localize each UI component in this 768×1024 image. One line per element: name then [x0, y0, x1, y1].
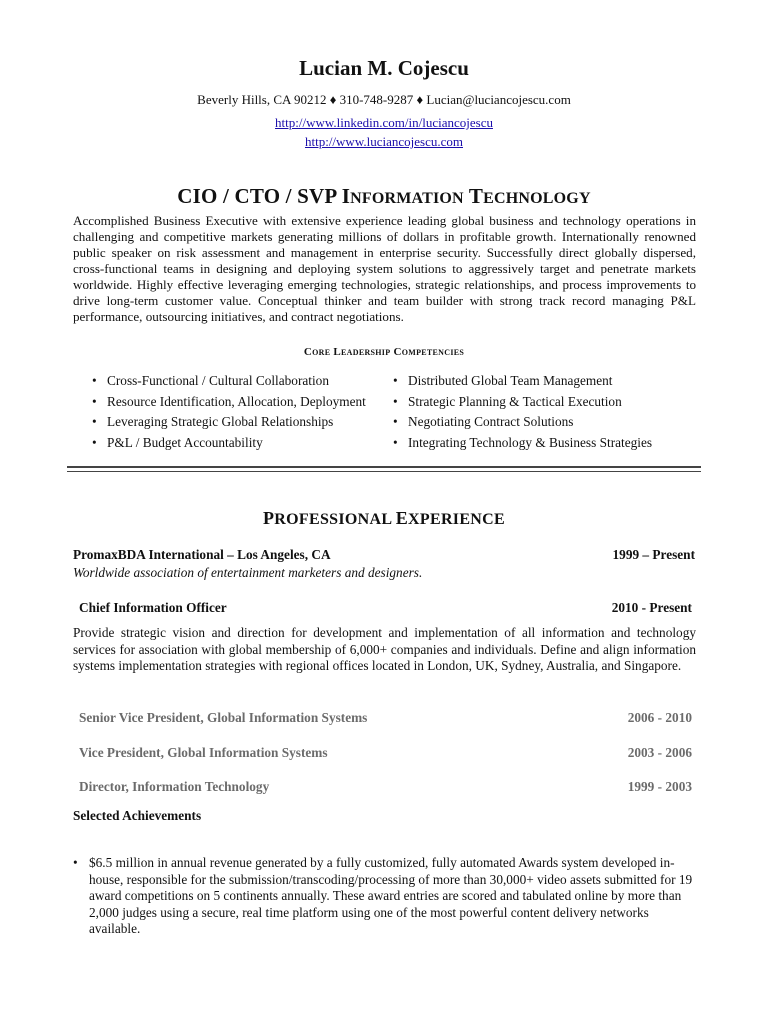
employer-dates: 1999 – Present [612, 547, 695, 562]
headline-cap-i: I [341, 184, 351, 208]
prior-role-dates: 1999 - 2003 [627, 779, 692, 794]
role-title: Chief Information Officer [79, 600, 227, 615]
website-link[interactable]: http://www.luciancojescu.com [304, 134, 463, 149]
section-divider-thick [67, 466, 701, 468]
competencies-left-list [92, 371, 366, 454]
achievements-list [73, 855, 696, 938]
competency-item: • Leveraging Strategic Global Relationships [92, 412, 366, 433]
resume-name: Lucian M. Cojescu [299, 56, 469, 80]
prior-role-title: Director, Information Technology [79, 779, 270, 794]
headline-cap-t: T [468, 184, 484, 208]
prior-role-dates: 2006 - 2010 [627, 710, 692, 725]
section-divider-thin [67, 471, 701, 472]
employer-name: PromaxBDA International – Los Angeles, CA [73, 547, 331, 562]
competencies-right-list [393, 371, 652, 454]
competency-item: • Cross-Functional / Cultural Collaboration [92, 371, 366, 392]
competency-item: • Distributed Global Team Management [393, 371, 652, 392]
achievements-title: Selected Achievements [73, 808, 202, 823]
headline-information: NFORMATION [350, 190, 464, 207]
prior-role-dates: 2003 - 2006 [627, 745, 692, 760]
competency-item: • P&L / Budget Accountability [92, 433, 366, 454]
prior-role-title: Vice President, Global Information Systems [79, 745, 328, 760]
role-dates: 2010 - Present [611, 600, 692, 615]
linkedin-link[interactable]: http://www.linkedin.com/in/luciancojescu [275, 115, 493, 130]
headline-part: CIO / CTO / SVP [177, 184, 342, 208]
competencies-title: Core Leadership Competencies [303, 346, 465, 358]
summary-paragraph: Accomplished Business Executive with extensive experience leading global business and technology operations in challenging and competitive markets generating millions of dollars in profitable growth. Internationally renowned public speaker on risk assessment and management in enterprise security. Successfully direct globally dispersed, cross-functional teams in designing and deploying system solutions to aggressively target and penetrate markets worldwide. Highly effective leveraging emerging technologies, strategic relationships, and process improvements to drive long-term customer value. Conceptual thinker and team builder with strong track record managing P&L performance, outsourcing initiatives, and contract negotiations. [73, 213, 696, 324]
headline [0, 184, 768, 209]
prior-role-title: Senior Vice President, Global Information Systems [79, 710, 368, 725]
competency-item: • Resource Identification, Allocation, Deployment [92, 392, 366, 413]
contact-line: Beverly Hills, CA 90212 ♦ 310-748-9287 ♦ Lucian@luciancojescu.com [197, 92, 571, 107]
employer-description: Worldwide association of entertainment marketers and designers. [73, 565, 423, 580]
achievement-item: • $6.5 million in annual revenue generated by a fully customized, fully automated Awards system developed in-house, responsible for the submission/transcoding/processing of more than 30,000+ video assets submitted for 19 award competitions on 5 continents annually. These award entries are scored and tabulated online by more than 2,000 judges using a secure, real time platform using one of the most powerful content delivery networks available. [73, 855, 696, 938]
headline-technology: ECHNOLOGY [483, 190, 591, 207]
competency-item: • Negotiating Contract Solutions [393, 412, 652, 433]
role-description: Provide strategic vision and direction for development and implementation of all information and technology services for association with global membership of 6,000+ companies and individuals. Define and align information systems implementation strategies with regional offices located in London, UK, Sydney, Australia, and Singapore. [73, 625, 696, 673]
experience-title: PROFESSIONAL EXPERIENCE [263, 508, 505, 528]
competency-item: • Integrating Technology & Business Strategies [393, 433, 652, 454]
competency-item: • Strategic Planning & Tactical Execution [393, 392, 652, 413]
